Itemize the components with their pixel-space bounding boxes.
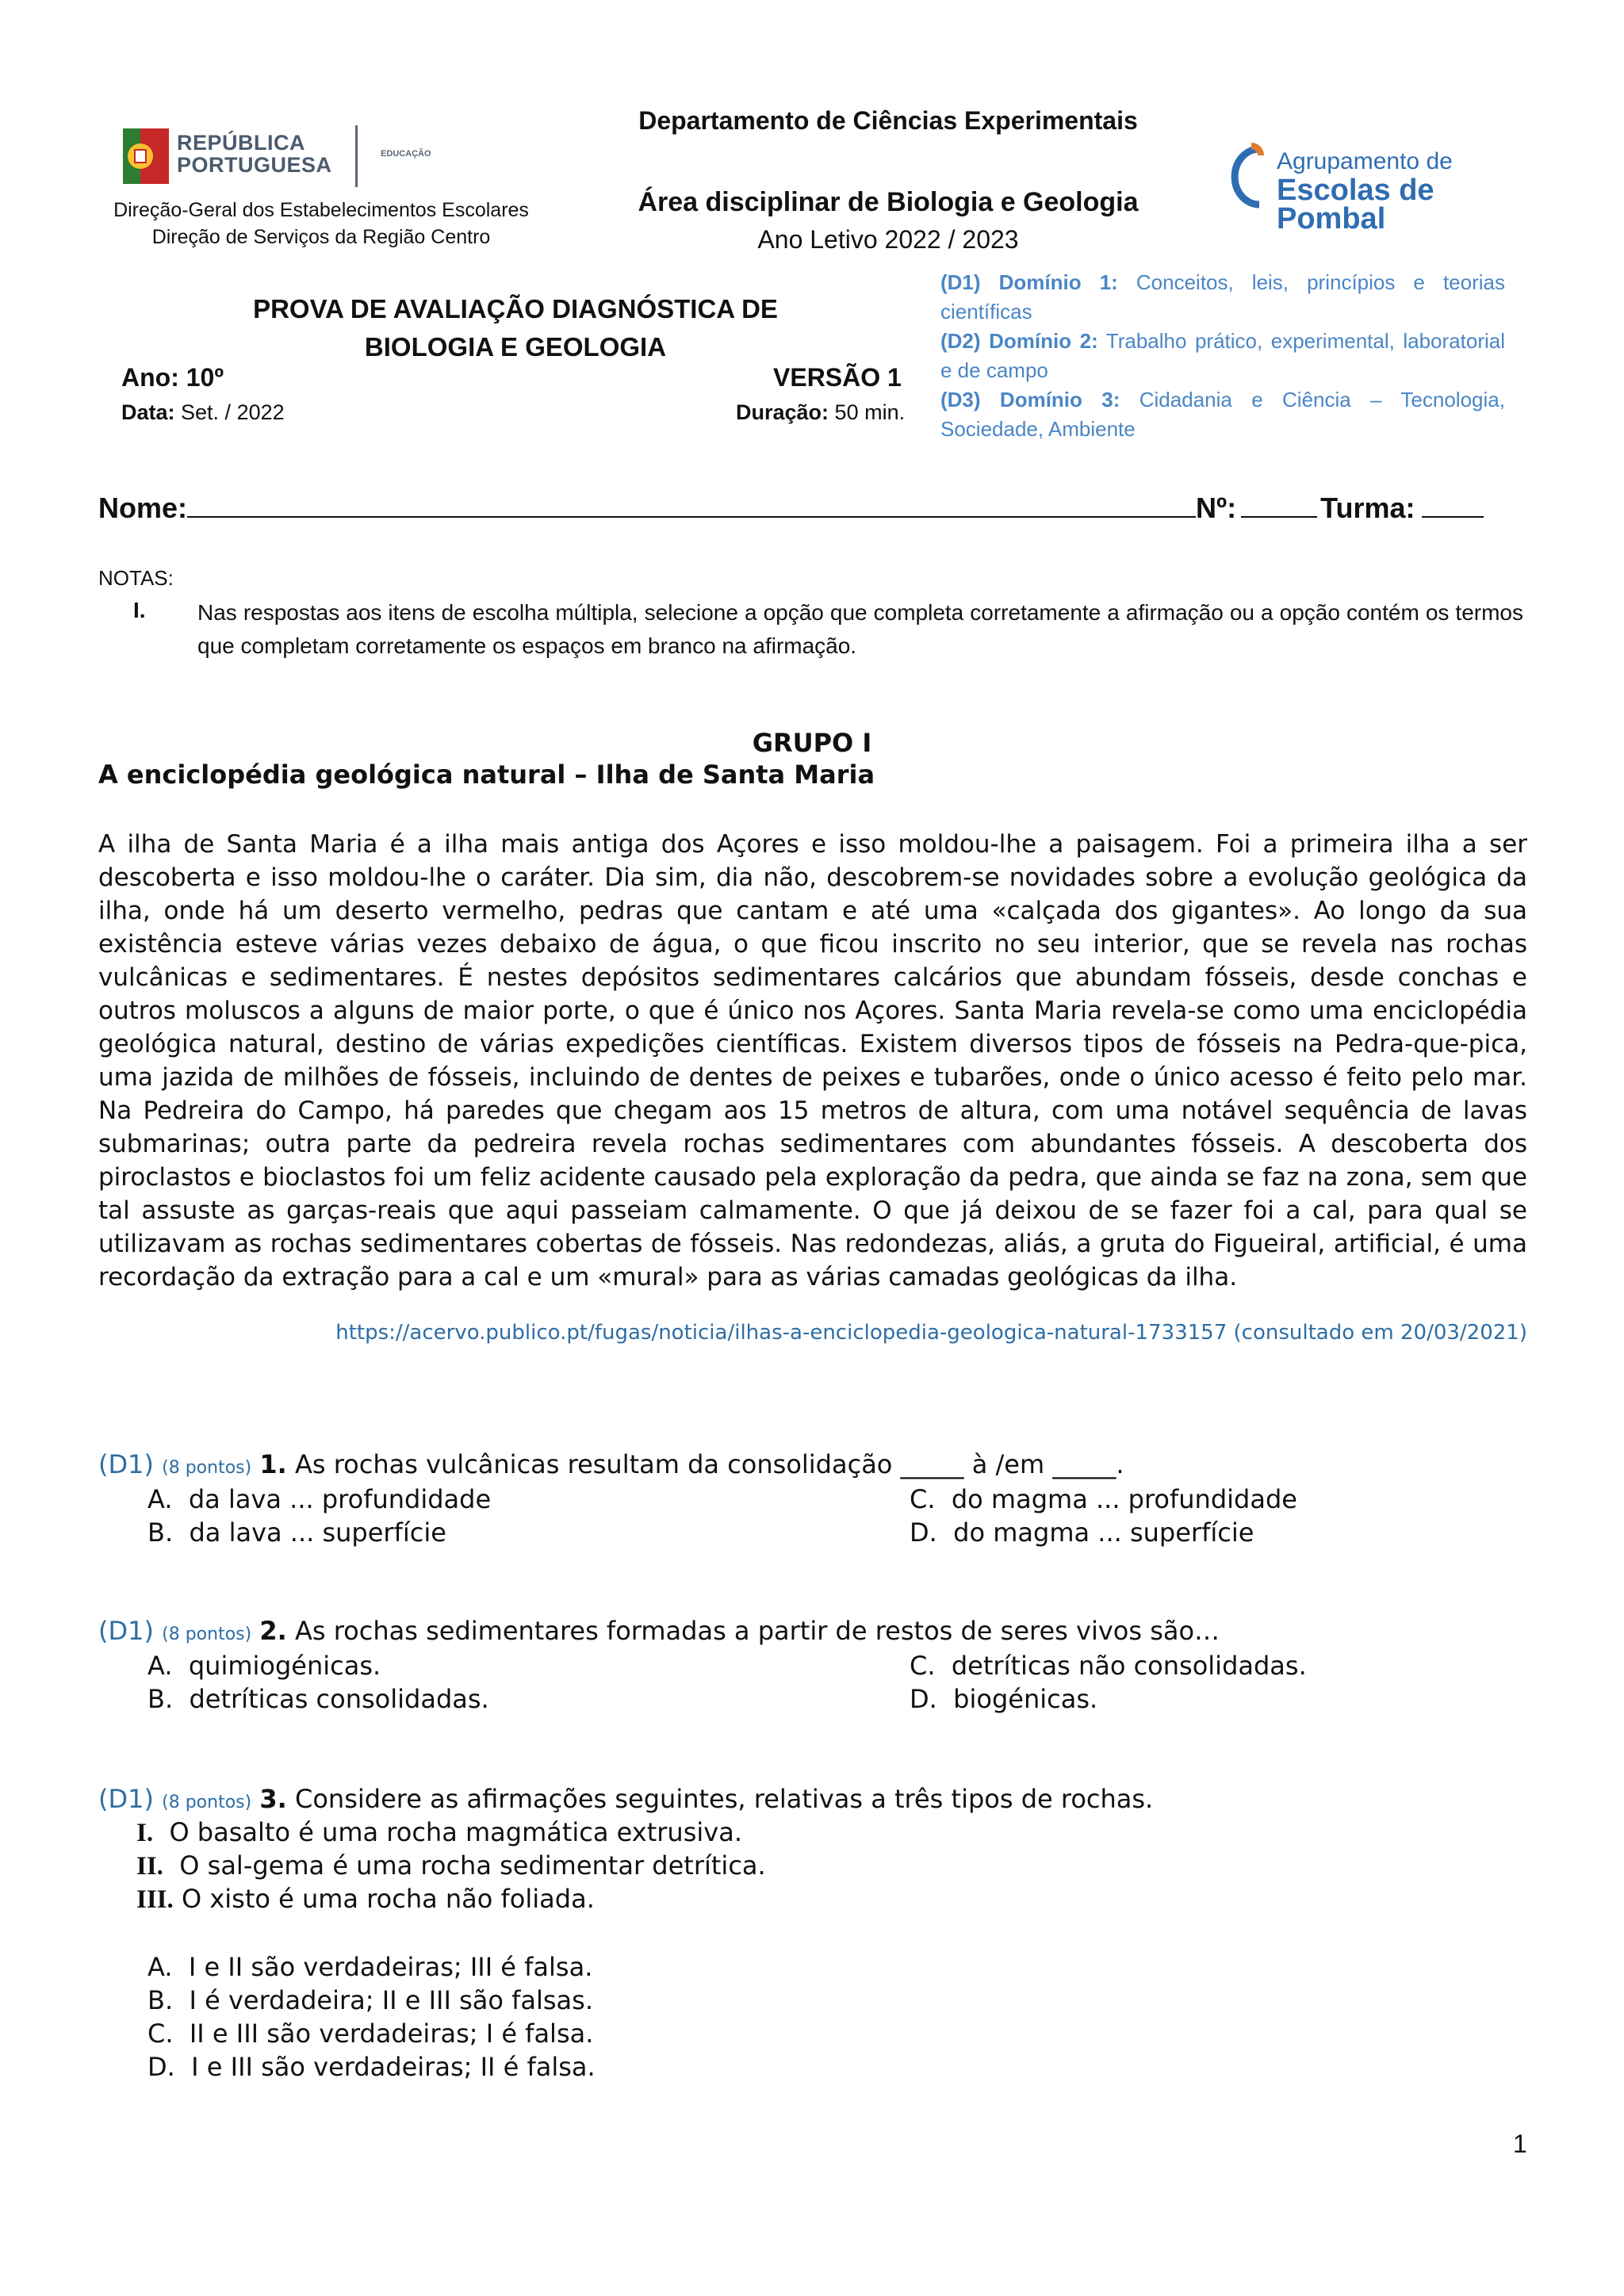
domain-2-code: (D2) (940, 329, 981, 353)
option-text: do magma ... superfície (953, 1517, 1254, 1548)
option-letter: B. (147, 1985, 174, 2015)
question-1-option-a[interactable] (147, 1484, 491, 1514)
exam-date (121, 400, 285, 425)
option-letter: B. (147, 1684, 174, 1714)
option-letter: D. (910, 1684, 937, 1714)
question-3-option-a[interactable] (147, 1952, 592, 1982)
class-label: Turma: (1320, 492, 1415, 524)
question-3-text: Considere as afirmações seguintes, relativas a três tipos de rochas. (294, 1784, 1154, 1814)
dg-line1: Direção-Geral dos Estabelecimentos Escolares (113, 199, 529, 221)
question-1-domain: (D1) (98, 1449, 154, 1479)
domain-3-code: (D3) (940, 388, 981, 411)
area-title: Área disciplinar de Biologia e Geologia (638, 187, 1139, 217)
domain-2-text: Trabalho prático, experimental, laboratorial e de campo (940, 329, 1505, 382)
duration-label: Duração: (736, 400, 829, 424)
option-letter: D. (910, 1517, 937, 1548)
escolas-pombal-logo (1228, 141, 1497, 235)
domain-2 (940, 327, 1505, 385)
question-2-option-d[interactable] (910, 1684, 1097, 1714)
domain-2-label: Domínio 2: (989, 329, 1098, 353)
option-letter: C. (910, 1484, 936, 1514)
exam-title-line2: BIOLOGIA E GEOLOGIA (364, 332, 667, 362)
option-text: II e III são verdadeiras; I é falsa. (189, 2019, 594, 2049)
option-text: do magma ... profundidade (951, 1484, 1297, 1514)
question-1 (98, 1449, 1510, 1479)
portugal-emblem-icon (123, 128, 169, 184)
question-1-points: (8 pontos) (162, 1458, 252, 1478)
group-title: GRUPO I (752, 728, 872, 758)
option-text: I é verdadeira; II e III são falsas. (189, 1985, 593, 2015)
directorate-text (95, 197, 547, 251)
question-3-option-c[interactable] (147, 2019, 593, 2049)
option-text: I e II são verdadeiras; III é falsa. (188, 1952, 593, 1982)
number-label: Nº: (1196, 492, 1237, 524)
option-letter: D. (147, 2052, 175, 2082)
statement-text: O xisto é uma rocha não foliada. (181, 1884, 595, 1914)
group-subtitle: A enciclopédia geológica natural – Ilha de Santa Maria (98, 760, 875, 790)
option-text: detríticas consolidadas. (189, 1684, 489, 1714)
note-text: Nas respostas aos itens de escolha múltipla, selecione a opção que completa corretamente a afirmação ou a opção contém os termos que completam corretamente os espaços em branco na afirmação. (197, 600, 1523, 658)
department-title: Departamento de Ciências Experimentais (638, 106, 1138, 135)
notes-title: NOTAS: (98, 566, 174, 590)
school-logo-line2: Escolas de Pombal (1277, 174, 1434, 235)
question-1-option-c[interactable] (910, 1484, 1297, 1514)
statement-3 (136, 1884, 595, 1915)
republica-line1: REPÚBLICA (177, 131, 306, 155)
note-marker: I. (133, 598, 146, 622)
republica-portuguesa-logo (123, 125, 448, 189)
question-1-number: 1. (259, 1449, 287, 1479)
question-3-points: (8 pontos) (162, 1793, 252, 1812)
question-3-domain: (D1) (98, 1784, 154, 1814)
duration-value: 50 min. (834, 400, 906, 424)
logo-divider (355, 125, 358, 187)
option-text: I e III são verdadeiras; II é falsa. (191, 2052, 596, 2082)
question-2-option-a[interactable] (147, 1651, 381, 1681)
republica-line2: PORTUGUESA (177, 153, 332, 177)
option-letter: C. (910, 1651, 936, 1681)
statement-marker: I. (136, 1819, 154, 1847)
date-value: Set. / 2022 (181, 400, 285, 424)
statement-marker: III. (136, 1885, 174, 1914)
domain-3-label: Domínio 3: (999, 388, 1120, 411)
name-field[interactable] (187, 492, 1196, 518)
exam-duration (736, 400, 905, 425)
question-1-text: As rochas vulcânicas resultam da consolidação _____ à /em _____. (294, 1449, 1124, 1479)
question-1-option-b[interactable] (147, 1517, 446, 1548)
question-3-number: 3. (259, 1784, 287, 1814)
date-label: Data: (121, 400, 175, 424)
question-2-points: (8 pontos) (162, 1624, 252, 1644)
question-2-number: 2. (259, 1616, 287, 1646)
exam-title (230, 290, 801, 366)
domains-legend (940, 268, 1505, 444)
pombal-emblem-icon (1228, 143, 1274, 211)
statement-text: O basalto é uma rocha magmática extrusiva. (169, 1817, 742, 1847)
number-field[interactable] (1241, 492, 1317, 518)
question-2-option-c[interactable] (910, 1651, 1307, 1681)
domain-1 (940, 268, 1505, 327)
question-3 (98, 1784, 1510, 1814)
statement-2 (136, 1850, 766, 1881)
statement-text: O sal-gema é uma rocha sedimentar detrítica. (179, 1850, 766, 1881)
option-text: detríticas não consolidadas. (951, 1651, 1307, 1681)
question-2-text: As rochas sedimentares formadas a partir de restos de seres vivos são… (294, 1616, 1220, 1646)
class-field[interactable] (1422, 492, 1484, 518)
question-2 (98, 1616, 1510, 1646)
option-letter: A. (147, 1952, 173, 1982)
option-text: da lava ... profundidade (188, 1484, 492, 1514)
statement-marker: II. (136, 1852, 163, 1881)
exam-version: VERSÃO 1 (773, 363, 902, 392)
exam-title-line1: PROVA DE AVALIAÇÃO DIAGNÓSTICA DE (253, 294, 778, 323)
option-letter: A. (147, 1651, 173, 1681)
domain-1-code: (D1) (940, 270, 981, 294)
option-text: biogénicas. (953, 1684, 1098, 1714)
dg-line2: Direção de Serviços da Região Centro (151, 226, 491, 248)
page-number: 1 (1513, 2130, 1527, 2158)
school-logo-line1: Agrupamento de (1277, 148, 1453, 174)
question-1-option-d[interactable] (910, 1517, 1254, 1548)
question-2-domain: (D1) (98, 1616, 154, 1646)
domain-1-label: Domínio 1: (998, 270, 1118, 294)
name-label: Nome: (98, 492, 188, 524)
student-info-line (98, 492, 1510, 525)
source-link[interactable]: https://acervo.publico.pt/fugas/noticia/ilhas-a-enciclopedia-geologica-natural-1733157 (consultado em 20/03/2021) (335, 1321, 1527, 1345)
question-2-option-b[interactable] (147, 1684, 489, 1714)
question-3-option-b[interactable] (147, 1985, 593, 2015)
domain-3 (940, 385, 1505, 444)
statement-1 (136, 1817, 742, 1848)
question-3-option-d[interactable] (147, 2052, 596, 2082)
domain-1-text: Conceitos, leis, princípios e teorias científicas (940, 270, 1505, 323)
educacao-label: EDUCAÇÃO (381, 149, 431, 159)
domain-3-text: Cidadania e Ciência – Tecnologia, Sociedade, Ambiente (940, 388, 1505, 441)
option-text: da lava ... superfície (189, 1517, 446, 1548)
option-letter: C. (147, 2019, 174, 2049)
reading-passage: A ilha de Santa Maria é a ilha mais antiga dos Açores e isso moldou-lhe a paisagem. Foi a primeira ilha a ser descoberta e isso moldou-lhe o caráter. Dia sim, dia não, descobrem-se novidades sobre a evolução geológica da ilha, onde há um deserto vermelho, pedras que cantam e até uma «calçada dos gigantes». Ao longo da sua existência esteve várias vezes debaixo de água, o que ficou inscrito no seu interior, que se revela nas rochas vulcânicas e sedimentares. É nestes depósitos sedimentares calcários que abundam fósseis, desde conchas e outros moluscos a alguns de maior porte, o que é único nos Açores. Santa Maria revela-se como uma enciclopédia geológica natural, destino de várias expedições científicas. Existem diversos tipos de fósseis na Pedra-que-pica, uma jazida de milhões de fósseis, incluindo de dentes de peixes e tubarões, onde o único acesso é feito pelo mar. Na Pedreira do Campo, há paredes que chegam aos 15 metros de altura, com uma notável sequência de lavas submarinas; outra parte da pedreira revela rochas sedimentares com abundantes fósseis. A descoberta dos piroclastos e bioclastos foi um feliz acidente causado pela exploração da pedra, que ainda se faz na zona, sem que tal assuste as garças-reais que aqui passeiam calmamente. O que já deixou de se fazer foi a cal, para qual se utilizavam as rochas sedimentares cobertas de fósseis. Nas redondezas, aliás, a gruta do Figueiral, artificial, é uma recordação da extração para a cal e um «mural» para as várias camadas geológicas da ilha. (98, 830, 1527, 1292)
school-year: Ano Letivo 2022 / 2023 (757, 225, 1019, 254)
option-letter: A. (147, 1484, 173, 1514)
option-letter: B. (147, 1517, 174, 1548)
exam-year: Ano: 10º (121, 363, 224, 392)
option-text: quimiogénicas. (188, 1651, 381, 1681)
